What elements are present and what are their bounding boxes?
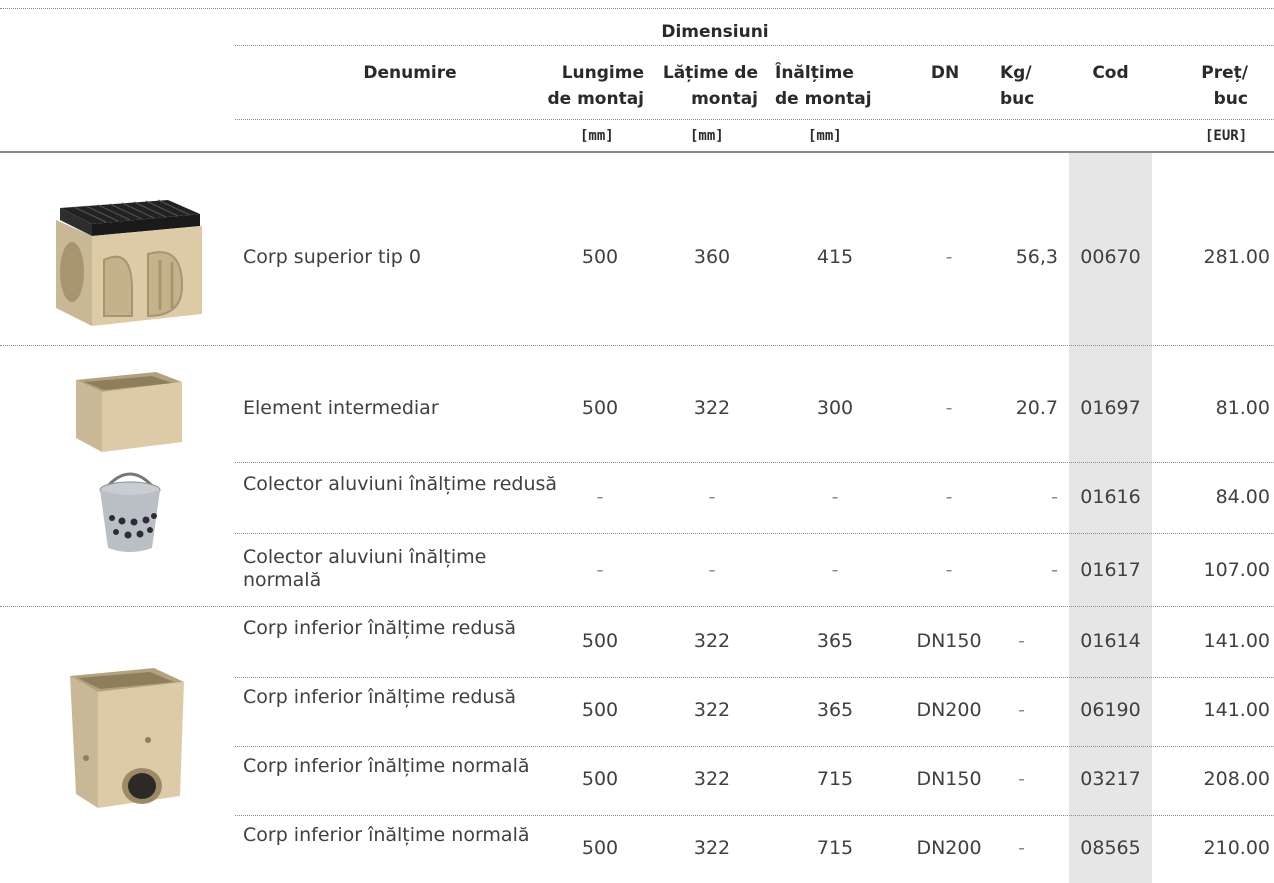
cell-weight: 20.7 xyxy=(1015,397,1058,419)
cell-price: 281.00 xyxy=(1203,246,1270,268)
header-rule xyxy=(235,119,1274,120)
header-length-line2: de montaj xyxy=(547,89,644,109)
cell-dn: DN200 xyxy=(916,699,982,721)
intermediate-element-image xyxy=(72,366,186,458)
row-separator xyxy=(235,677,1274,678)
cell-code: 08565 xyxy=(1080,837,1141,859)
cell-code: 01697 xyxy=(1080,397,1141,419)
cell-width: 360 xyxy=(693,246,731,268)
cell-length: 500 xyxy=(581,768,619,790)
header-weight-line2: buc xyxy=(1000,89,1035,109)
cell-height: 415 xyxy=(816,246,854,268)
cell-width: - xyxy=(708,486,716,508)
unit-width: [mm] xyxy=(690,128,724,144)
cell-height: 715 xyxy=(816,768,854,790)
cell-length: - xyxy=(596,559,604,581)
cell-code: 01617 xyxy=(1080,559,1141,581)
unit-height: [mm] xyxy=(808,128,842,144)
cell-dn: DN150 xyxy=(916,768,982,790)
product-name: Element intermediar xyxy=(243,397,439,419)
cell-length: - xyxy=(596,486,604,508)
cell-code: 03217 xyxy=(1080,768,1141,790)
product-name: Corp inferior înălțime redusă xyxy=(243,617,517,639)
header-length xyxy=(530,60,644,112)
row-separator xyxy=(0,345,1274,346)
header-weight xyxy=(1000,60,1060,112)
product-name: Colector aluviuni înălțime redusă xyxy=(243,473,558,495)
header-weight-line1: Kg/ xyxy=(1000,63,1032,83)
header-width-line1: Lățime de xyxy=(662,63,758,83)
row-separator xyxy=(235,815,1274,816)
cell-weight: 56,3 xyxy=(1015,246,1058,268)
cell-price: 81.00 xyxy=(1215,397,1270,419)
product-name: Corp inferior înălțime redusă xyxy=(243,686,517,708)
cell-dn: DN150 xyxy=(916,630,982,652)
cell-length: 500 xyxy=(581,837,619,859)
cell-weight: - xyxy=(1018,630,1025,652)
product-name: Colector aluviuni înălțime normală xyxy=(243,546,487,591)
cell-weight: - xyxy=(1018,699,1025,721)
header-price-line1: Preț/ xyxy=(1201,63,1248,83)
header-width xyxy=(650,60,758,112)
cell-width: 322 xyxy=(693,699,731,721)
cell-code: 01616 xyxy=(1080,486,1141,508)
header-length-line1: Lungime xyxy=(561,63,644,83)
header-height xyxy=(775,60,895,112)
cell-height: 715 xyxy=(816,837,854,859)
row-separator xyxy=(0,606,1274,607)
row-separator xyxy=(235,462,1274,463)
top-rule xyxy=(0,8,1274,9)
cell-width: 322 xyxy=(693,397,731,419)
cell-weight: - xyxy=(1051,486,1058,508)
dimensions-group-header: Dimensiuni xyxy=(661,22,769,42)
cell-weight: - xyxy=(1051,559,1058,581)
cell-dn: - xyxy=(945,486,953,508)
product-name: Corp inferior înălțime normală xyxy=(243,755,530,777)
cell-dn: DN200 xyxy=(916,837,982,859)
cell-length: 500 xyxy=(581,699,619,721)
row-separator xyxy=(235,533,1274,534)
cell-code: 06190 xyxy=(1080,699,1141,721)
lower-body-image xyxy=(62,648,188,820)
cell-width: 322 xyxy=(693,837,731,859)
unit-length: [mm] xyxy=(580,128,614,144)
cell-weight: - xyxy=(1018,837,1025,859)
header-height-line1: Înălțime xyxy=(775,63,854,83)
group-rule xyxy=(235,45,1274,46)
cell-price: 210.00 xyxy=(1203,837,1270,859)
cell-price: 208.00 xyxy=(1203,768,1270,790)
product-name: Corp superior tip 0 xyxy=(243,246,421,268)
cell-length: 500 xyxy=(581,246,619,268)
cell-price: 141.00 xyxy=(1203,699,1270,721)
cell-height: 365 xyxy=(816,699,854,721)
header-code: Cod xyxy=(1092,63,1129,83)
cell-height: - xyxy=(831,559,839,581)
header-price xyxy=(1170,60,1248,112)
cell-weight: - xyxy=(1018,768,1025,790)
cell-dn: - xyxy=(945,559,953,581)
header-width-line2: montaj xyxy=(691,89,758,109)
grated-top-body-image xyxy=(48,180,210,330)
cell-dn: - xyxy=(945,246,953,268)
cell-price: 84.00 xyxy=(1215,486,1270,508)
cell-dn: - xyxy=(945,397,953,419)
product-name: Corp inferior înălțime normală xyxy=(243,824,530,846)
header-price-line2: buc xyxy=(1213,89,1248,109)
header-dn: DN xyxy=(930,63,960,83)
cell-length: 500 xyxy=(581,630,619,652)
cell-width: 322 xyxy=(693,768,731,790)
cell-width: - xyxy=(708,559,716,581)
row-separator xyxy=(235,746,1274,747)
cell-price: 107.00 xyxy=(1203,559,1270,581)
cell-code: 01614 xyxy=(1080,630,1141,652)
cell-height: 365 xyxy=(816,630,854,652)
cell-height: 300 xyxy=(816,397,854,419)
cell-price: 141.00 xyxy=(1203,630,1270,652)
sediment-bucket-image xyxy=(92,466,168,556)
cell-width: 322 xyxy=(693,630,731,652)
header-height-line2: de montaj xyxy=(775,89,872,109)
header-name: Denumire xyxy=(363,63,457,83)
cell-code: 00670 xyxy=(1080,246,1141,268)
unit-price: [EUR] xyxy=(1205,128,1248,144)
cell-length: 500 xyxy=(581,397,619,419)
cell-height: - xyxy=(831,486,839,508)
